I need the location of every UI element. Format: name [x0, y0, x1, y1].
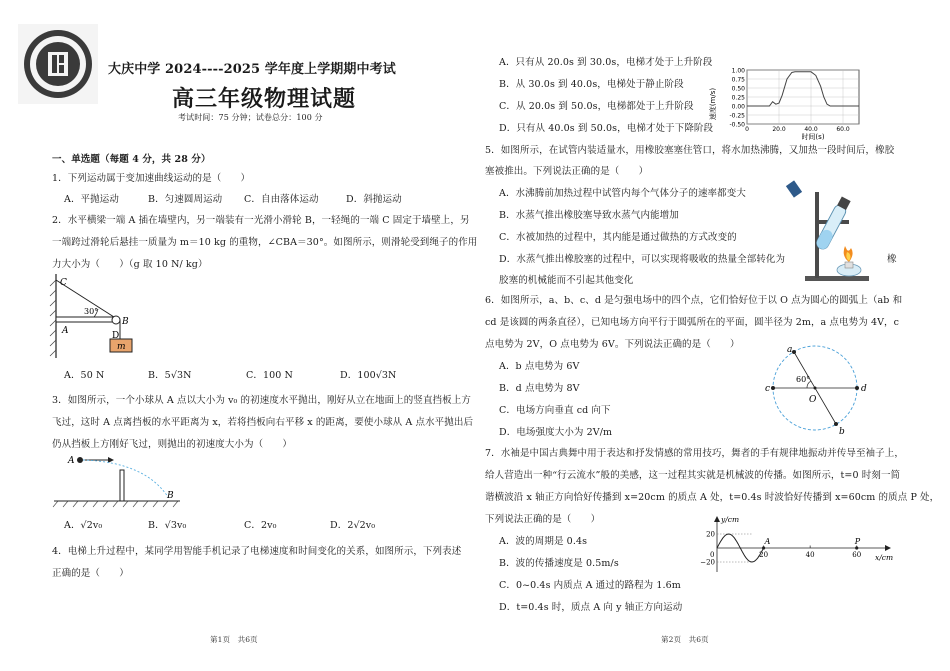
q2-stem-line2: 一端跨过滑轮后悬挂一质量为 m＝10 kg 的重物，∠CBA＝30°。如图所示，则滑轮受到绳子的作用	[52, 237, 478, 248]
q5-stem-line2: 塞被推出。下列说法正确的是（ ）	[485, 166, 649, 177]
q6-label-c: c	[765, 384, 771, 394]
q1-opt-a: A．平抛运动	[64, 194, 119, 205]
q1-opt-d: D．斜抛运动	[346, 194, 402, 205]
q6-label-b: b	[839, 427, 845, 437]
velocity-x-tick-label: 40.0	[804, 126, 818, 133]
q7-stem-line4: 下列说法正确的是（ ）	[485, 514, 601, 525]
q2-label-c: C	[60, 278, 67, 288]
q6-stem-line2: cd 是该圆的两条直径），已知电场方向平行于圆弧所在的平面，圆半径为 2m，a 点电势为 4V，c	[485, 317, 900, 328]
q5-opt-b: B．水蒸气推出橡胶塞导致水蒸气内能增加	[499, 210, 679, 221]
velocity-chart-y-ticks	[729, 68, 745, 129]
q6-label-o: O	[809, 395, 817, 405]
q3-figure	[50, 450, 200, 512]
q2-label-angle: 30°	[84, 307, 99, 316]
velocity-chart-x-ticks	[745, 126, 850, 133]
wave-y-tick-label: 20	[706, 530, 715, 539]
q1-stem: 1．下列运动属于变加速曲线运动的是（ ）	[52, 173, 251, 184]
q3-label-a: A	[68, 456, 75, 466]
q7-opt-d: D．t=0.4s 时，质点 A 向 y 轴正方向运动	[499, 602, 683, 613]
q3-label-b: B	[167, 491, 174, 501]
q2-opt-a: A．50 N	[64, 370, 105, 381]
q3-opt-b: B．√3v₀	[148, 520, 187, 531]
q1-opt-b: B．匀速圆周运动	[148, 194, 223, 205]
q6-opt-b: B．d 点电势为 8V	[499, 383, 580, 394]
velocity-y-tick-label: 0.25	[731, 94, 745, 102]
q4-opt-a: A．只有从 20.0s 到 30.0s，电梯才处于上升阶段	[499, 57, 713, 68]
wave-chart	[695, 514, 895, 576]
q5-stem-line1: 5．如图所示，在试管内装适量水，用橡胶塞塞住管口，将水加热沸腾，又加热一段时间后，橡胶	[485, 145, 895, 156]
velocity-chart-xlabel: 时间(s)	[801, 133, 825, 141]
wave-ylabel: y/cm	[721, 515, 740, 524]
q2-label-a: A	[62, 326, 69, 336]
q3-opt-a: A．√2v₀	[64, 520, 103, 531]
wave-point-p	[855, 546, 858, 549]
q4-stem-line2: 正确的是（ ）	[52, 568, 129, 579]
q7-opt-b: B．波的传播速度是 0.5m/s	[499, 558, 619, 569]
q2-opt-c: C．100 N	[246, 370, 293, 381]
wave-x-tick-label: 0	[710, 551, 715, 559]
q7-opt-c: C．0~0.4s 内质点 A 通过的路程为 1.6m	[499, 580, 681, 591]
velocity-time-chart	[709, 64, 869, 140]
q2-stem-line3: 力大小为（ ）（g 取 10 N/ kg）	[52, 259, 208, 270]
velocity-chart-grid	[747, 70, 859, 124]
q6-label-angle: 60°	[796, 375, 811, 384]
q3-stem-line3: 仍从挡板上方刚好飞过，则抛出的初速度大小为（ ）	[52, 439, 293, 450]
q4-opt-b: B．从 30.0s 到 40.0s，电梯处于静止阶段	[499, 79, 684, 90]
wave-y-tick-label: −20	[700, 558, 715, 567]
q5-opt-a: A．水沸腾前加热过程中试管内每个气体分子的速率都变大	[499, 188, 746, 199]
q5-opt-d: D．水蒸气推出橡胶塞的过程中，可以实现将吸收的热量全部转化为	[499, 254, 786, 265]
q4-opt-c: C．从 20.0s 到 50.0s，电梯都处于上升阶段	[499, 101, 694, 112]
q6-circle-figure	[767, 344, 877, 436]
q4-stem-line1: 4．电梯上升过程中，某同学用智能手机记录了电梯速度和时间变化的关系，如图所示，下列表述	[52, 546, 462, 557]
q5-opt-d-cont: 胶塞的机械能而不引起其他变化	[499, 275, 634, 286]
q6-opt-c: C．电场方向垂直 cd 向下	[499, 405, 611, 416]
q2-opt-b: B．5√3N	[148, 370, 192, 381]
q6-opt-a: A．b 点电势为 6V	[499, 361, 580, 372]
section-heading: 一、单选题（每题 4 分，共 28 分）	[52, 154, 211, 165]
q5-opt-d-tail: 橡	[887, 254, 897, 265]
q3-opt-d: D．2√2v₀	[330, 520, 376, 531]
q2-stem-line1: 2．水平横梁一端 A 插在墙壁内，另一端装有一光滑小滑轮 B，一轻绳的一端 C 固定于墙壁上，另	[52, 215, 470, 226]
test-tube-apparatus	[785, 182, 885, 284]
q6-label-a: a	[787, 345, 793, 355]
q2-figure	[46, 272, 156, 360]
velocity-y-tick-label: 0.00	[731, 103, 745, 111]
wave-x-tick-label: 20	[759, 551, 769, 559]
q4-opt-d: D．只有从 40.0s 到 50.0s，电梯才处于下降阶段	[499, 123, 714, 134]
velocity-y-tick-label: 1.00	[731, 67, 745, 75]
velocity-x-tick-label: 20.0	[772, 126, 786, 133]
footer-left: 第1页 共6页	[210, 635, 258, 644]
q6-stem-line1: 6．如图所示，a、b、c、d 是匀强电场中的四个点，它们恰好位于以 O 点为圆心的圆弧上（ab 和	[485, 295, 903, 306]
wave-label-p: P	[854, 537, 861, 546]
q3-stem-line1: 3．如图所示，一个小球从 A 点以大小为 v₀ 的初速度水平抛出，刚好从立在地面上的竖直挡板上方	[52, 395, 471, 406]
q7-stem-line2: 给人营造出一种“行云流水”般的美感，这一过程其实就是机械波的传播。如图所示，t=0 时刻一简	[485, 470, 901, 481]
q2-label-m: m	[117, 342, 126, 352]
velocity-y-tick-label: -0.25	[729, 112, 745, 120]
velocity-chart-ylabel: 速度(m/s)	[709, 87, 717, 121]
exam-title: 高三年级物理试题	[172, 86, 357, 112]
exam-info: 考试时间：75 分钟；试卷总分：100 分	[178, 113, 323, 122]
velocity-y-tick-label: -0.50	[729, 121, 745, 129]
q6-opt-d: D．电场强度大小为 2V/m	[499, 427, 613, 438]
velocity-x-tick-label: 60.0	[836, 126, 850, 133]
q2-label-d: D	[112, 331, 120, 341]
wave-xlabel: x/cm	[875, 553, 894, 562]
velocity-y-tick-label: 0.75	[731, 76, 745, 84]
school-seal-logo	[18, 24, 98, 104]
q2-opt-d: D．100√3N	[340, 370, 397, 381]
q3-stem-line2: 飞过，这时 A 点离挡板的水平距离为 x，若将挡板向右平移 x 的距离，要使小球从 A 点水平抛出后	[52, 417, 474, 428]
wave-point-a	[762, 546, 765, 549]
q5-opt-c: C．水被加热的过程中，其内能是通过做热的方式改变的	[499, 232, 737, 243]
q3-opt-c: C．2v₀	[244, 520, 277, 531]
school-title: 大庆中学 2024----2025 学年度上学期期中考试	[108, 62, 396, 77]
wave-label-a: A	[764, 537, 771, 546]
right-page	[475, 0, 950, 671]
velocity-x-tick-label: 0	[745, 126, 749, 133]
velocity-y-tick-label: 0.50	[731, 85, 745, 93]
q7-opt-a: A．波的周期是 0.4s	[499, 536, 588, 547]
velocity-series-line	[747, 72, 859, 106]
footer-right: 第2页 共6页	[661, 635, 709, 644]
wave-x-tick-label: 40	[805, 551, 815, 559]
q7-stem-line3: 谐横波沿 x 轴正方向恰好传播到 x=20cm 的质点 A 处，t=0.4s 时波恰好传播到 x=60cm 的质点 P 处，	[485, 492, 940, 503]
q2-label-b: B	[122, 317, 129, 327]
q1-opt-c: C．自由落体运动	[244, 194, 319, 205]
q6-stem-line3: 点电势为 2V，O 点电势为 6V。下列说法正确的是（ ）	[485, 339, 740, 350]
wave-x-tick-label: 60	[852, 551, 862, 559]
q7-stem-line1: 7．水袖是中国古典舞中用于表达和抒发情感的常用技巧，舞者的手有规律地振动并传导至袖子上，	[485, 448, 904, 459]
q6-label-d: d	[861, 384, 867, 394]
